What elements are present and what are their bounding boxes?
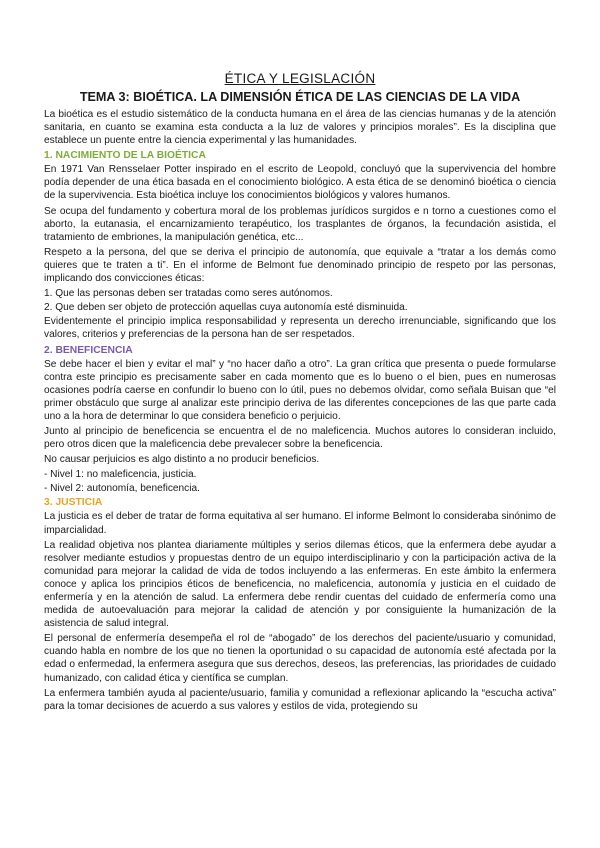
list-item: - Nivel 1: no maleficencia, justicia. [44, 469, 197, 481]
paragraph: Junto al principio de beneficencia se encuentra el de no maleficencia. Muchos autores lo consideran incluido, pero otros dicen que la maleficencia debe prevalecer sobre la beneficencia. [44, 425, 556, 451]
paragraph: En 1971 Van Rensselaer Potter inspirado en el escrito de Leopold, concluyó que la supervivencia del hombre podía depender de una ética basada en el conocimiento biológico. A esta ética de se denominó bioética o ciencia de la supervivencia. Esta bioética incluye los conocimientos biológicos y valores humanos. [44, 164, 556, 202]
paragraph: Evidentemente el principio implica responsabilidad y representa un derecho irrenunciable, significando que los valores, criterios y preferencias de la persona han de ser respetados. [44, 316, 556, 341]
document-title: ÉTICA Y LEGISLACIÓN [224, 71, 376, 86]
paragraph: La enfermera también ayuda al paciente/usuario, familia y comunidad a reflexionar aplicando la “escucha activa” para la tomar decisiones de acuerdo a sus valores y estilos de vida, protegiendo su [44, 687, 556, 712]
intro-paragraph: La bioética es el estudio sistemático de la conducta humana en el área de las ciencias humanas y de la atención sanitaria, en cuanto se examina esta conducta a la luz de valores y principios morales”. Es la disciplina que establece un puente entre la ciencia experimental y las humanidades. [44, 109, 556, 147]
list-item: 2. Que deben ser objeto de protección aquellas cuya autonomía esté disminuida. [44, 302, 408, 314]
paragraph: Respeto a la persona, del que se deriva el principio de autonomía, que equivale a “tratar a los demás como quieres que te traten a ti”. En el informe de Belmont fue denominado principio de respeto por las personas, implicando dos convicciones éticas: [44, 246, 556, 285]
section-heading-justicia: 3. JUSTICIA [44, 497, 103, 509]
section-heading-beneficencia: 2. BENEFICENCIA [44, 344, 133, 356]
paragraph: Se debe hacer el bien y evitar el mal” y “no hacer daño a otro”. La gran crítica que presenta o puede formularse contra este principio es precisamente saber en cada momento que es lo bueno o el bien, pues en numerosas ocasiones podría caerse en confundir lo bueno con lo útil, pues no debemos olvidar, como señala Buisan que “el primer obstáculo que surge al analizar este principio deriva de las diferentes concepciones de las que parte cada uno a la hora de determinar lo que considera beneficio o perjuicio. [44, 358, 556, 422]
section-heading-nacimiento: 1. NACIMIENTO DE LA BIOÉTICA [44, 150, 206, 162]
paragraph: La realidad objetiva nos plantea diariamente múltiples y serios dilemas éticos, que la enfermera debe ayudar a resolver mediante estudios y propuestas dentro de un equipo interdisciplinario y con la participación activa de la comunidad para mejorar la calidad de vida de todos incluyendo a las enfermeras. En este ámbito la enfermera conoce y aplica los principios éticos de beneficencia, no maleficencia, autonomía y justicia en el cuidado de enfermería y en la atención de salud. La enfermera debe rendir cuentas del cuidado de enfermería como una medida de autoevaluación para mejorar la calidad de atención y por consiguiente la humanización de la asistencia de salud integral. [44, 539, 556, 630]
paragraph: No causar perjuicios es algo distinto a no producir beneficios. [44, 454, 320, 466]
paragraph: El personal de enfermería desempeña el rol de “abogado” de los derechos del paciente/usuario y comunidad, cuando habla en nombre de los que no tienen la oportunidad o su capacidad de autonomía esté afectada por la edad o enfermedad, la enfermera asegura que sus derechos, deseos, las preferencias, las prioridades de cuidado humanizado, con calidad ética y científica se cumplan. [44, 633, 556, 684]
list-item: - Nivel 2: autonomía, beneficencia. [44, 483, 200, 495]
paragraph: La justicia es el deber de tratar de forma equitativa al ser humano. El informe Belmont lo consideraba sinónimo de imparcialidad. [44, 511, 556, 536]
document-subtitle: TEMA 3: BIOÉTICA. LA DIMENSIÓN ÉTICA DE LAS CIENCIAS DE LA VIDA [79, 90, 521, 104]
list-item: 1. Que las personas deben ser tratadas como seres autónomos. [44, 288, 333, 300]
paragraph: Se ocupa del fundamento y cobertura moral de los problemas jurídicos surgidos e n torno a cuestiones como el aborto, la eutanasia, el encarnizamiento terapéutico, los trasplantes de órganos, la fecundación asistida, el tratamiento de embriones, la manipulación genética, etc... [44, 205, 556, 243]
